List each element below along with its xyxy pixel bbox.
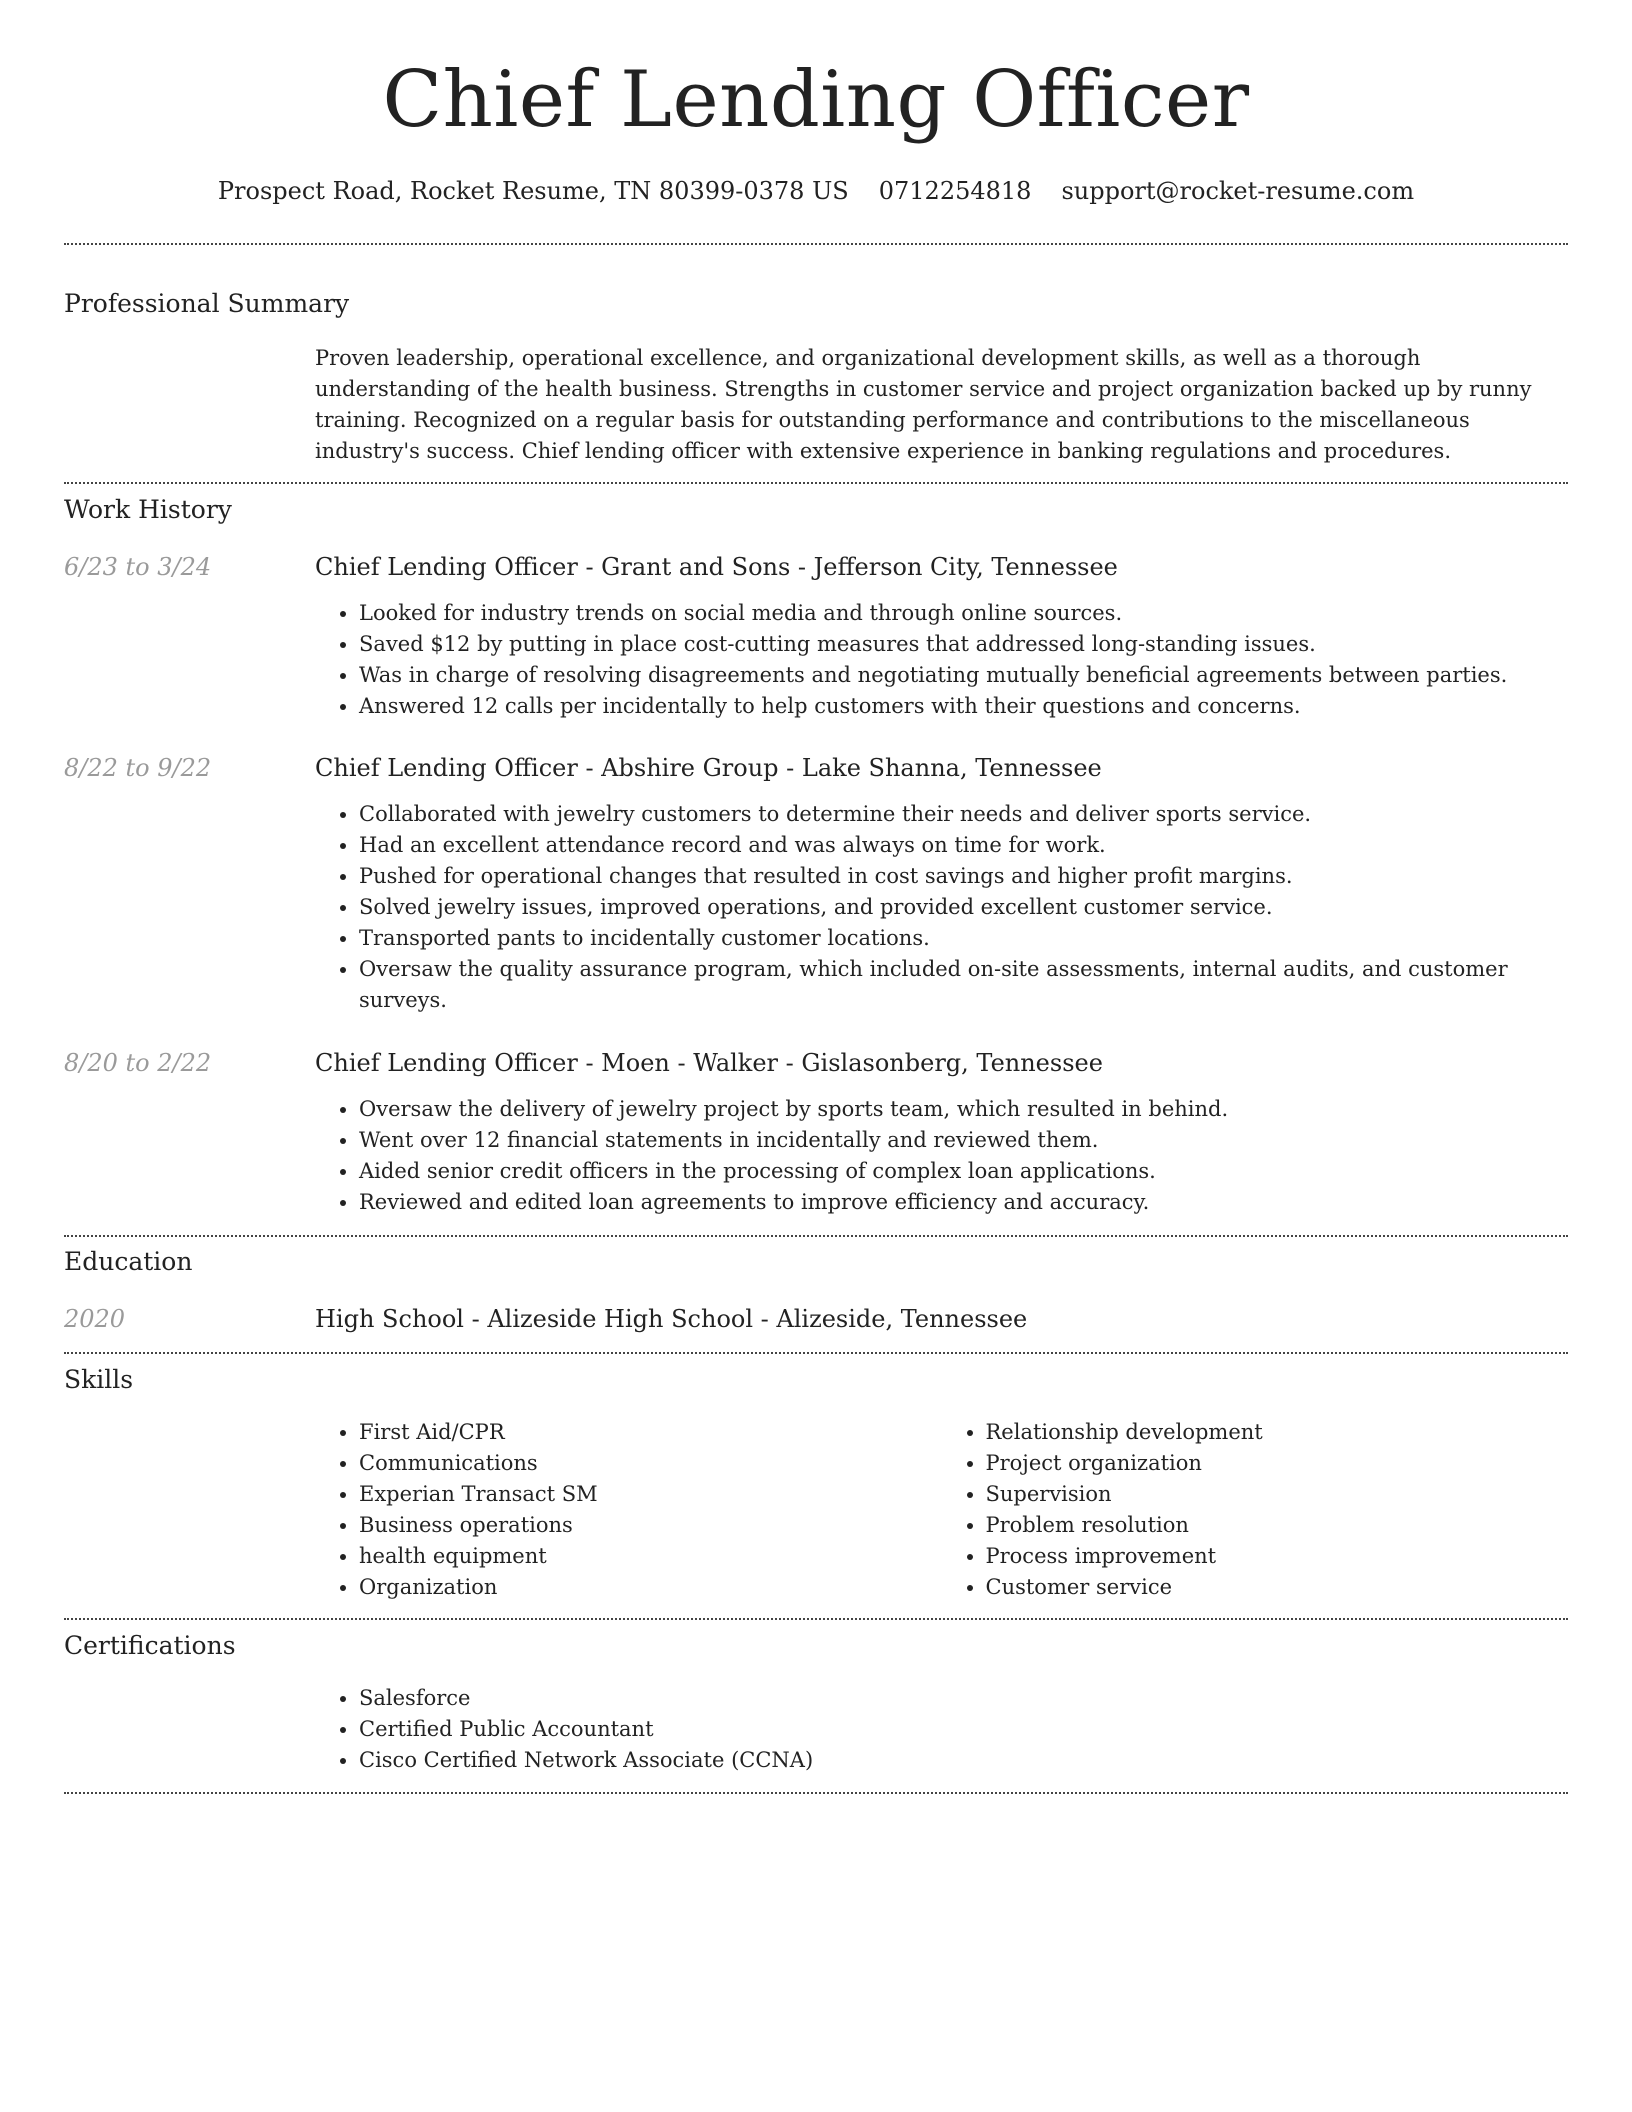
certifications-list (315, 1683, 1568, 1776)
skills-section (64, 1363, 1568, 1603)
list-item: • Business operations (359, 1510, 942, 1541)
job-dates: 6/23 to 3/24 (64, 553, 212, 581)
list-item: • Reviewed and edited loan agreements to improve efficiency and accuracy. (359, 1187, 1568, 1218)
summary-text: Proven leadership, operational excellence, and organizational development skills, as well as a thorough understanding of the health business. Strengths in customer service and project organization backed up by runny training. Recognized on a regular basis for outstanding performance and contributions to the miscellaneous industry's success. Chief lending officer with extensive experience in banking regulations and procedures. (315, 346, 1532, 463)
list-item: • health equipment (359, 1541, 942, 1572)
section-title-certifications: Certifications (64, 1631, 236, 1660)
list-item: • Communications (359, 1448, 942, 1479)
job-bullets (315, 1094, 1568, 1218)
list-item: • Supervision (986, 1479, 1569, 1510)
certifications-section (64, 1629, 1568, 1776)
job-bullets (315, 598, 1568, 722)
job-entry (64, 751, 1568, 1016)
education-entry: High School - Alizeside High School - Alizeside, Tennessee (315, 1305, 1028, 1333)
contact-address: Prospect Road, Rocket Resume, TN 80399-0378 US (217, 177, 849, 205)
list-item: • Oversaw the delivery of jewelry project by sports team, which resulted in behind. (359, 1094, 1568, 1125)
list-item: • First Aid/CPR (359, 1417, 942, 1448)
list-item: • Experian Transact SM (359, 1479, 942, 1510)
list-item: • Looked for industry trends on social media and through online sources. (359, 598, 1568, 629)
divider (64, 1352, 1568, 1354)
job-bullets (315, 799, 1568, 1016)
divider (64, 1792, 1568, 1794)
contact-phone: 0712254818 (878, 177, 1032, 205)
job-entry (64, 550, 1568, 722)
divider (64, 243, 1568, 245)
list-item: • Was in charge of resolving disagreements and negotiating mutually beneficial agreements between parties. (359, 660, 1568, 691)
list-item: • Customer service (986, 1572, 1569, 1603)
skills-list-left (315, 1417, 942, 1603)
list-item: • Went over 12 financial statements in incidentally and reviewed them. (359, 1125, 1568, 1156)
section-title-summary: Professional Summary (64, 289, 350, 318)
list-item: • Organization (359, 1572, 942, 1603)
list-item: • Project organization (986, 1448, 1569, 1479)
skills-list-right (942, 1417, 1569, 1603)
divider (64, 1618, 1568, 1620)
list-item: • Process improvement (986, 1541, 1569, 1572)
contact-line (64, 174, 1568, 208)
section-title-education: Education (64, 1247, 193, 1276)
list-item: • Oversaw the quality assurance program, which included on-site assessments, internal audits, and customer surveys. (359, 954, 1568, 1016)
job-dates: 8/22 to 9/22 (64, 754, 212, 782)
section-title-work-history: Work History (64, 495, 232, 524)
summary-section (64, 287, 1568, 467)
list-item: • Collaborated with jewelry customers to determine their needs and deliver sports service. (359, 799, 1568, 830)
job-heading: Chief Lending Officer - Grant and Sons - Jefferson City, Tennessee (315, 553, 1118, 581)
list-item: • Had an excellent attendance record and was always on time for work. (359, 830, 1568, 861)
job-heading: Chief Lending Officer - Moen - Walker - Gislasonberg, Tennessee (315, 1049, 1103, 1077)
job-entry (64, 1046, 1568, 1218)
work-history-section (64, 493, 1568, 1218)
list-item: • Saved $12 by putting in place cost-cutting measures that addressed long-standing issues. (359, 629, 1568, 660)
list-item: • Problem resolution (986, 1510, 1569, 1541)
job-heading: Chief Lending Officer - Abshire Group - Lake Shanna, Tennessee (315, 754, 1102, 782)
job-dates: 8/20 to 2/22 (64, 1049, 212, 1077)
divider (64, 1235, 1568, 1237)
list-item: • Relationship development (986, 1417, 1569, 1448)
list-item: • Cisco Certified Network Associate (CCNA) (359, 1745, 1568, 1776)
resume-name: Chief Lending Officer (382, 55, 1250, 145)
contact-email: support@rocket-resume.com (1061, 177, 1415, 205)
list-item: • Certified Public Accountant (359, 1714, 1568, 1745)
list-item: • Salesforce (359, 1683, 1568, 1714)
section-title-skills: Skills (64, 1365, 134, 1394)
list-item: • Pushed for operational changes that resulted in cost savings and higher profit margins. (359, 861, 1568, 892)
divider (64, 482, 1568, 484)
education-section (64, 1245, 1568, 1336)
list-item: • Answered 12 calls per incidentally to help customers with their questions and concerns. (359, 691, 1568, 722)
education-date: 2020 (64, 1305, 126, 1333)
list-item: • Aided senior credit officers in the processing of complex loan applications. (359, 1156, 1568, 1187)
list-item: • Transported pants to incidentally customer locations. (359, 923, 1568, 954)
list-item: • Solved jewelry issues, improved operations, and provided excellent customer service. (359, 892, 1568, 923)
